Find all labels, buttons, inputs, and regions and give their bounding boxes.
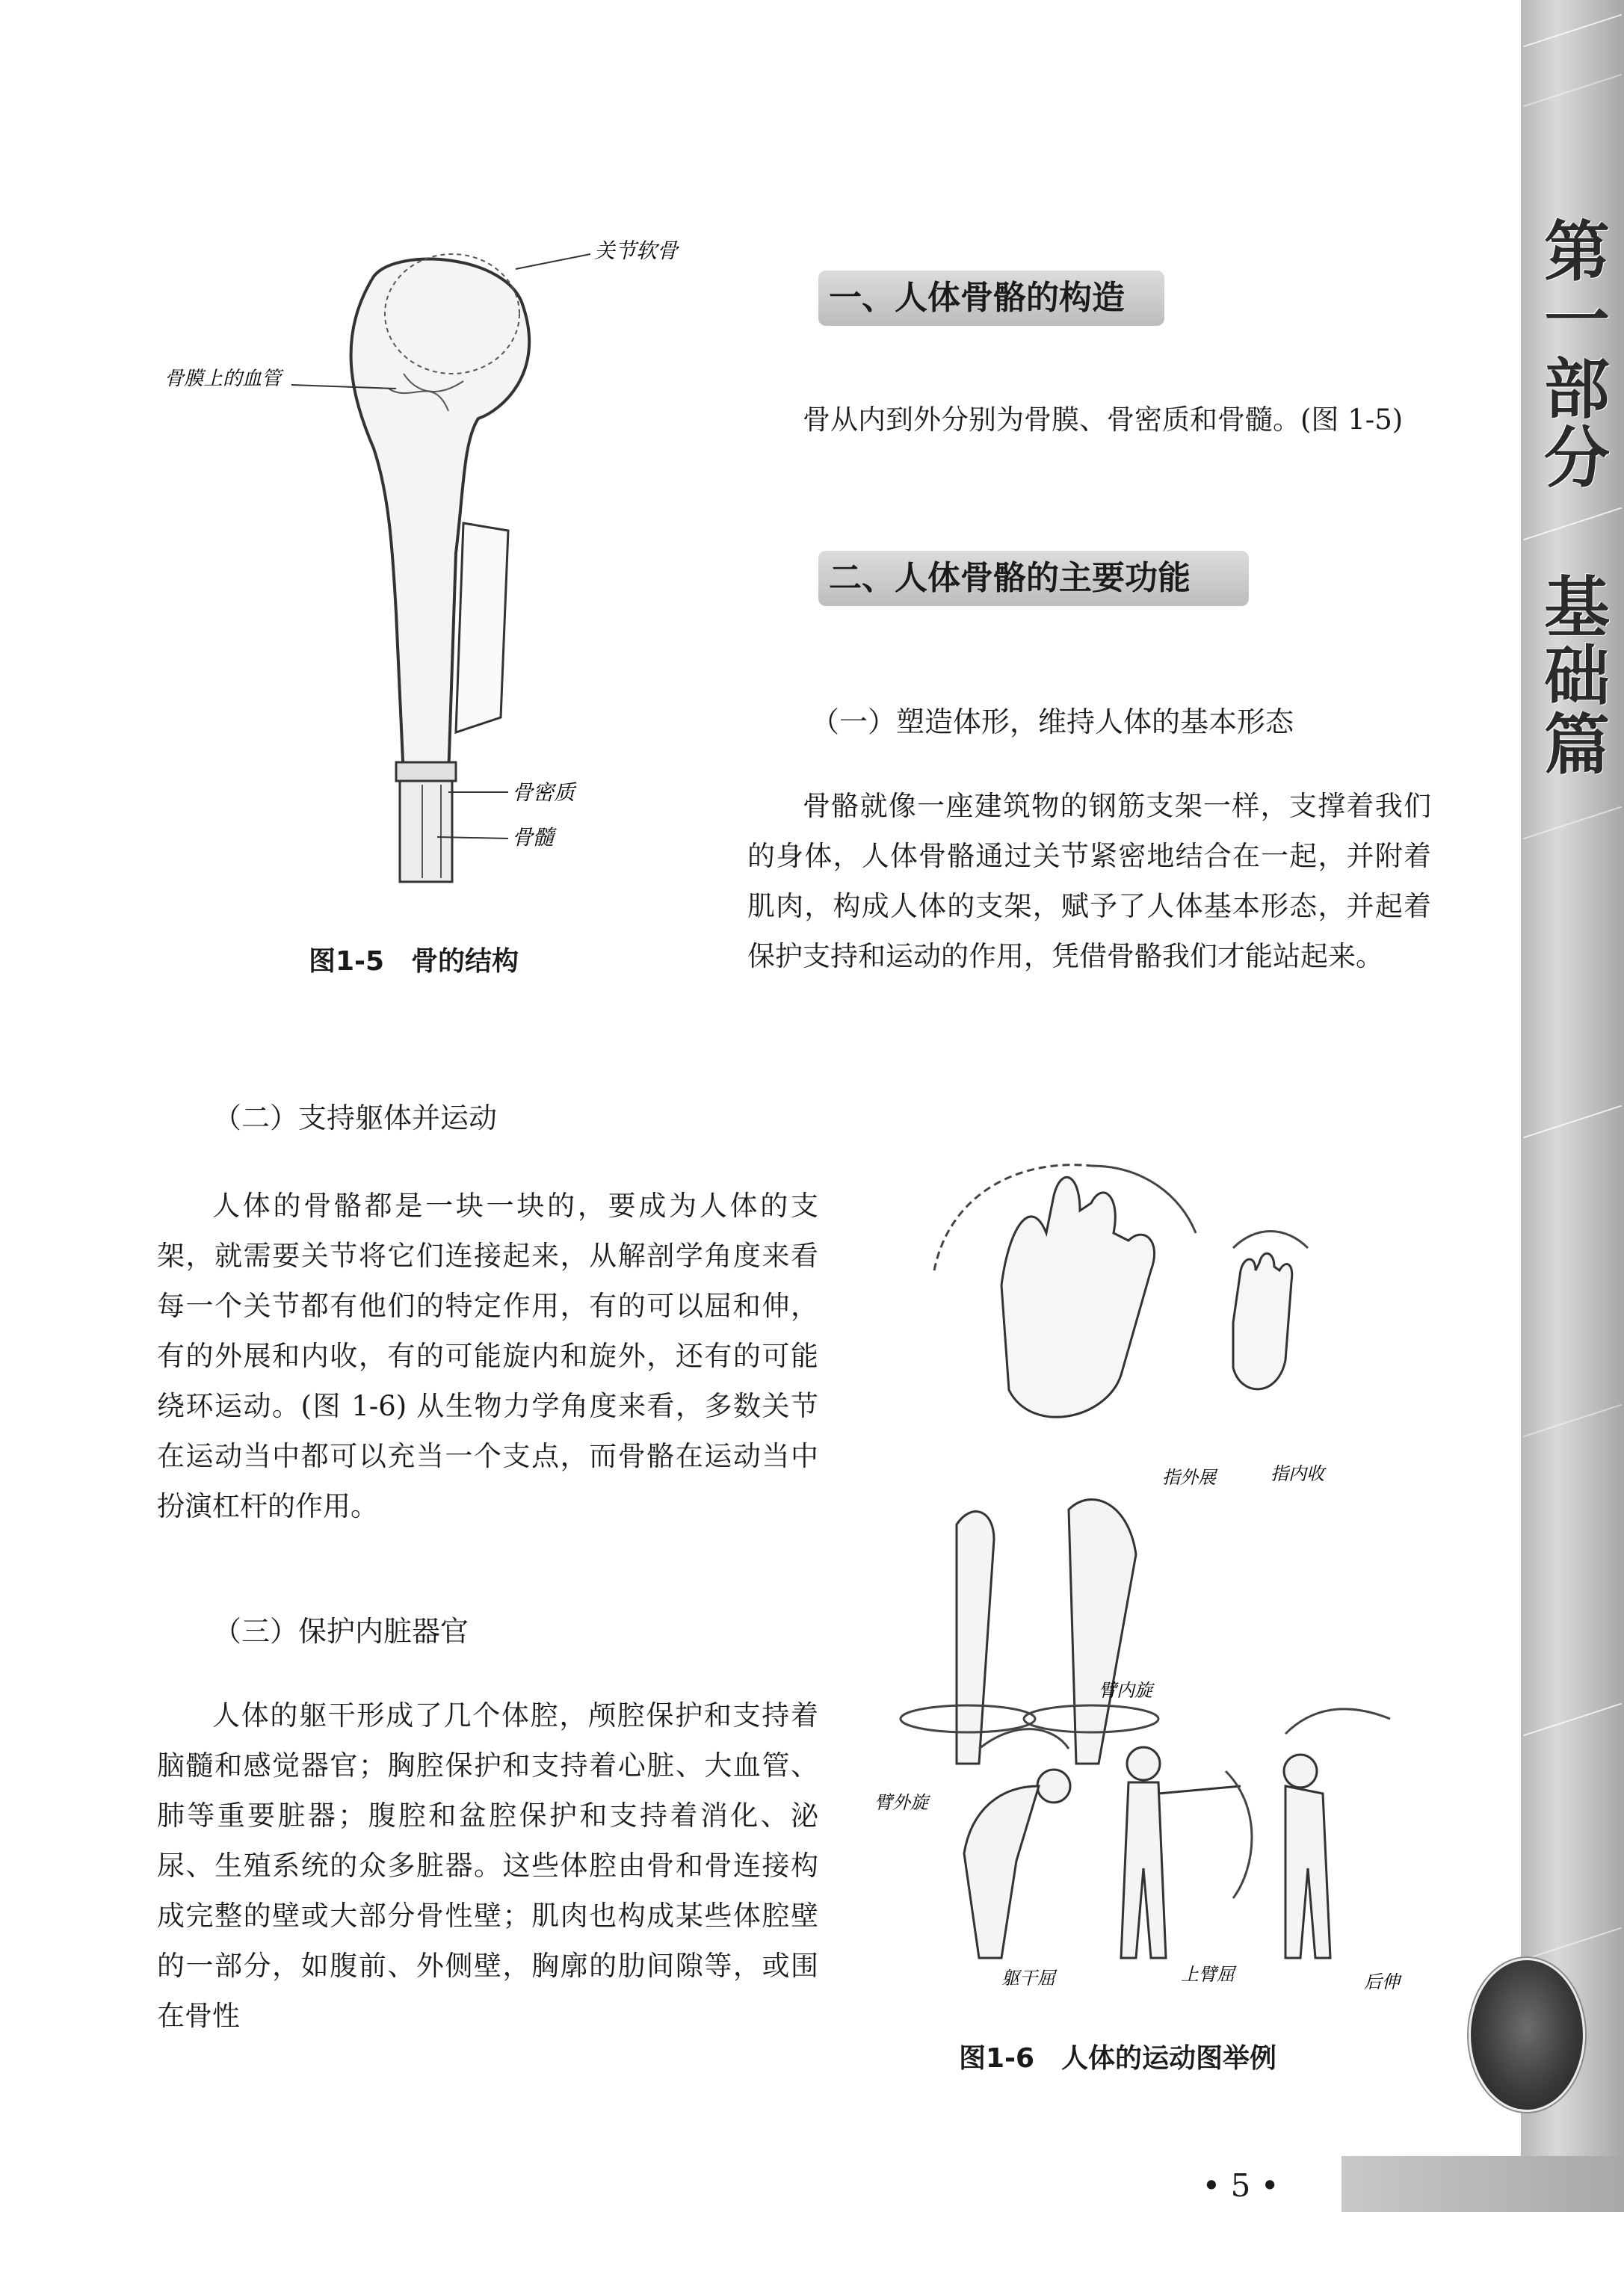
- section1-heading: 一、人体骨骼的构造: [818, 271, 1164, 326]
- label-extension: 后伸: [1364, 1971, 1400, 1992]
- sub3-heading: （三）保护内脏器官: [213, 1615, 469, 1648]
- sub1-paragraph: 骨骼就像一座建筑物的钢筋支架一样，支撑着我们的身体，人体骨骼通过关节紧密地结合在一起，并附着肌肉，构成人体的支架，赋予了人体基本形态，并起着保护支持和运动的作用，凭借骨骼我们才能站起来。: [747, 790, 1431, 972]
- footer-bar: [1342, 2156, 1624, 2212]
- side-tab-title: 第一部分 基础篇: [1534, 217, 1611, 779]
- label-marrow: 骨髓: [512, 825, 555, 850]
- label-compact-bone: 骨密质: [512, 780, 575, 805]
- label-trunk-flexion: 躯干屈: [1001, 1968, 1055, 1989]
- section2-heading: 二、人体骨骼的主要功能: [818, 551, 1249, 606]
- sub3-paragraph: 人体的躯干形成了几个体腔，颅腔保护和支持着脑髓和感觉器官；胸腔保护和支持着心脏、大血管、肺等重要脏器；腹腔和盆腔保护和支持着消化、泌尿、生殖系统的众多脏器。这些体腔由骨和骨连接构成完整的壁或大部分骨性壁；肌肉也构成某些体腔壁的一部分，如腹前、外侧壁，胸廓的肋间隙等，或围在骨性: [157, 1699, 818, 2032]
- side-tab-photo: [1469, 1958, 1585, 2112]
- label-periosteum-vessels: 骨膜上的血管: [164, 368, 282, 390]
- sub1-heading: （一）塑造体形，维持人体的基本形态: [811, 705, 1294, 738]
- label-internal-rotation: 臂内旋: [1099, 1680, 1152, 1701]
- section1-paragraph: 骨从内到外分别为骨膜、骨密质和骨髓。(图 1-5): [803, 404, 1404, 436]
- figure1-caption: 图1-5 骨的结构: [309, 946, 519, 977]
- label-cartilage: 关节软骨: [594, 238, 679, 263]
- sub2-paragraph: 人体的骨骼都是一块一块的，要成为人体的支架，就需要关节将它们连接起来，从解剖学角度来看每一个关节都有他们的特定作用，有的可以屈和伸，有的外展和内收，有的可能旋内和旋外，还有的可能绕环运动。(图 1-6) 从生物力学角度来看，多数关节在运动当中都可以充当一个支点，而骨骼在运动当中扮演杠杆的作用。: [157, 1190, 818, 1522]
- page-number: • 5 •: [1202, 2167, 1279, 2204]
- label-arm-flexion: 上臂屈: [1181, 1964, 1235, 1985]
- bone-structure-figure: [149, 224, 717, 919]
- label-finger-adduction: 指内收: [1271, 1463, 1324, 1484]
- figure2-caption: 图1-6 人体的运动图举例: [959, 2043, 1277, 2074]
- label-external-rotation: 臂外旋: [874, 1792, 928, 1813]
- label-finger-abduction: 指外展: [1162, 1467, 1216, 1488]
- sub2-heading: （二）支持躯体并运动: [213, 1102, 498, 1134]
- movement-figure: [867, 1151, 1435, 1995]
